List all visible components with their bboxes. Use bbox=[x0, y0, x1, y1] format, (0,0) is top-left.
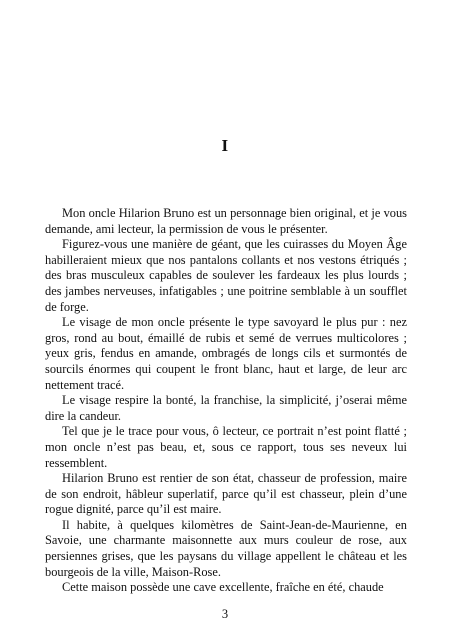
page-number: 3 bbox=[221, 607, 229, 621]
paragraph: Cette maison possède une cave excellente, fraîche en été, chaude bbox=[62, 580, 384, 595]
paragraph: Figurez-vous une manière de géant, que les cuirasses du Moyen Âge habilleraient mieux que nos pantalons collants et nos vestons étriqués ; des bras musculeux capables de soulever les fardeaux les plus lourds ; des jambes nerveuses, infatigables ; une poitrine semblable à un soufflet de forge. bbox=[45, 237, 407, 314]
paragraph: Le visage respire la bonté, la franchise, la simplicité, j’oserai même dire la candeur. bbox=[45, 393, 407, 423]
paragraph: Le visage de mon oncle présente le type savoyard le plus pur : nez gros, rond au bout, émaillé de rubis et semé de verrues multicolores ; yeux gris, fendus en amande, ombragés de longs cils et surmontés de sourcils énormes qui coupent le front blanc, haut et large, de leur arc nettement tracé. bbox=[45, 315, 407, 392]
paragraph: Tel que je le trace pour vous, ô lecteur, ce portrait n’est point flatté ; mon oncle n’est pas beau, et, sous ce rapport, tous ses neveux lui ressemblent. bbox=[45, 424, 407, 470]
paragraph: Mon oncle Hilarion Bruno est un personnage bien original, et je vous demande, ami lecteur, la permission de vous le présenter. bbox=[45, 206, 407, 236]
paragraph: Hilarion Bruno est rentier de son état, chasseur de profession, maire de son endroit, hâbleur superlatif, parce qu’il est chasseur, plein d’une rogue dignité, parce qu’il est maire. bbox=[45, 471, 407, 517]
paragraph: Il habite, à quelques kilomètres de Saint-Jean-de-Maurienne, en Savoie, une charmante maisonnette aux murs couleur de rose, aux persiennes grises, que les paysans du village appellent le château et les bourgeois de la ville, Maison-Rose. bbox=[45, 517, 407, 579]
body-text bbox=[45, 206, 407, 596]
chapter-heading: I bbox=[221, 136, 229, 155]
